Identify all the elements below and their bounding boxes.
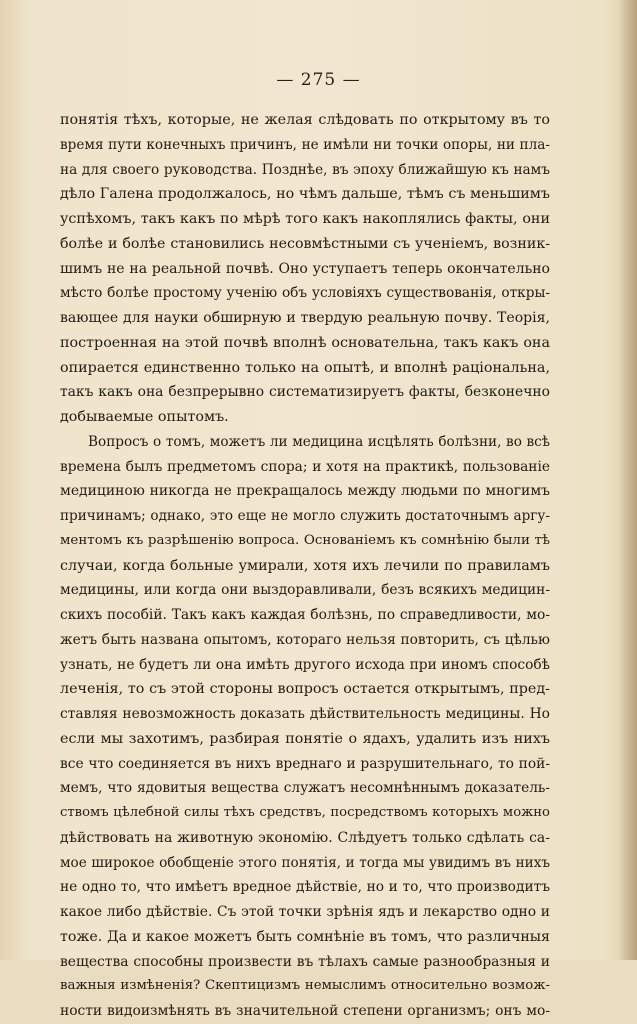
text-line: медицины, или когда они выздоравливали, безъ всякихъ медицин-: [60, 582, 550, 599]
text-line: дѣло Галена продолжалось, но чѣмъ дальше, тѣмъ съ меньшимъ: [60, 186, 550, 203]
text-line: жетъ быть названа опытомъ, котораго нельзя повторить, съ цѣлью: [60, 631, 550, 648]
text-line: узнать, не будетъ ли она имѣть другого исхода при иномъ способѣ: [60, 656, 550, 673]
text-line: болѣе и болѣе становились несовмѣстными съ ученіемъ, возник-: [60, 235, 550, 252]
text-line: опирается единственно только на опытѣ, и вполнѣ раціональна,: [60, 359, 550, 376]
text-line: не одно то, что имѣетъ вредное дѣйствіе, но и то, что производитъ: [60, 879, 550, 896]
text-line: случаи, когда больные умирали, хотя ихъ лечили по правиламъ: [60, 557, 550, 574]
page-edge-shadow: [619, 0, 637, 960]
text-line: времена былъ предметомъ спора; и хотя на практикѣ, пользованіе: [60, 458, 550, 475]
text-line: какое либо дѣйствіе. Съ этой точки зрѣнія ядъ и лекарство одно и: [60, 904, 550, 920]
page-number: — 275 —: [276, 70, 361, 90]
text-line: время пути конечныхъ причинъ, не имѣли ни точки опоры, ни пла-: [60, 136, 550, 153]
text-line: ставляя невозможность доказать дѣйствительность медицины. Но: [60, 706, 550, 722]
text-line: такъ какъ она безпрерывно систематизируетъ факты, безконечно: [60, 384, 550, 401]
text-line: дѣйствовать на животную экономію. Слѣдуетъ только сдѣлать са-: [60, 829, 550, 846]
text-line: вещества способны произвести въ тѣлахъ самые разнообразныя и: [60, 953, 550, 970]
text-line: медициною никогда не прекращалось между людьми по многимъ: [60, 483, 550, 500]
text-line: мое широкое обобщеніе этого понятія, и тогда мы увидимъ въ нихъ: [60, 854, 550, 871]
text-line: ности видоизмѣнять въ значительной степени организмъ; онъ мо-: [60, 1003, 550, 1019]
text-line: мѣсто болѣе простому ученію объ условіяхъ существованія, откры-: [60, 285, 550, 302]
text-line: понятія тѣхъ, которые, не желая слѣдовать по открытому въ то: [60, 112, 550, 128]
text-line: шимъ не на реальной почвѣ. Оно уступаетъ теперь окончательно: [60, 260, 550, 277]
text-line: Вопросъ о томъ, можетъ ли медицина исцѣлять болѣзни, во всѣ: [88, 433, 550, 450]
text-line: если мы захотимъ, разбирая понятіе о ядахъ, удалить изъ нихъ: [60, 730, 550, 747]
text-line: тоже. Да и какое можетъ быть сомнѣніе въ томъ, что различныя: [60, 928, 550, 945]
text-line: скихъ пособій. Такъ какъ каждая болѣзнь, по справедливости, мо-: [60, 607, 550, 623]
text-line: важныя измѣненія? Скептицизмъ немыслимъ относительно возмож-: [60, 978, 550, 994]
text-line: вающее для науки обширную и твердую реальную почву. Теорія,: [60, 310, 550, 326]
text-line: ментомъ къ разрѣшенію вопроса. Основаніемъ къ сомнѣнію были тѣ: [60, 532, 550, 548]
text-line: добываемые опытомъ.: [60, 409, 229, 425]
text-line: леченія, то съ этой стороны вопросъ остается открытымъ, пред-: [60, 681, 550, 698]
text-line: на для своего руководства. Позднѣе, въ эпоху ближайшую къ намъ: [60, 161, 550, 178]
text-line: ствомъ цѣлебной силы тѣхъ средствъ, посредствомъ которыхъ можно: [60, 805, 550, 820]
body-text: [60, 108, 550, 1024]
text-line: построенная на этой почвѣ вполнѣ основательна, такъ какъ она: [60, 334, 550, 351]
text-line: успѣхомъ, такъ какъ по мѣрѣ того какъ накоплялись факты, они: [60, 211, 550, 227]
text-line: мемъ, что ядовитыя вещества служатъ несомнѣннымъ доказатель-: [60, 780, 550, 797]
text-line: причинамъ; однако, это еще не могло служить достаточнымъ аргу-: [60, 508, 550, 524]
text-line: все что соединяется въ нихъ вреднаго и разрушительнаго, то пой-: [60, 755, 550, 772]
